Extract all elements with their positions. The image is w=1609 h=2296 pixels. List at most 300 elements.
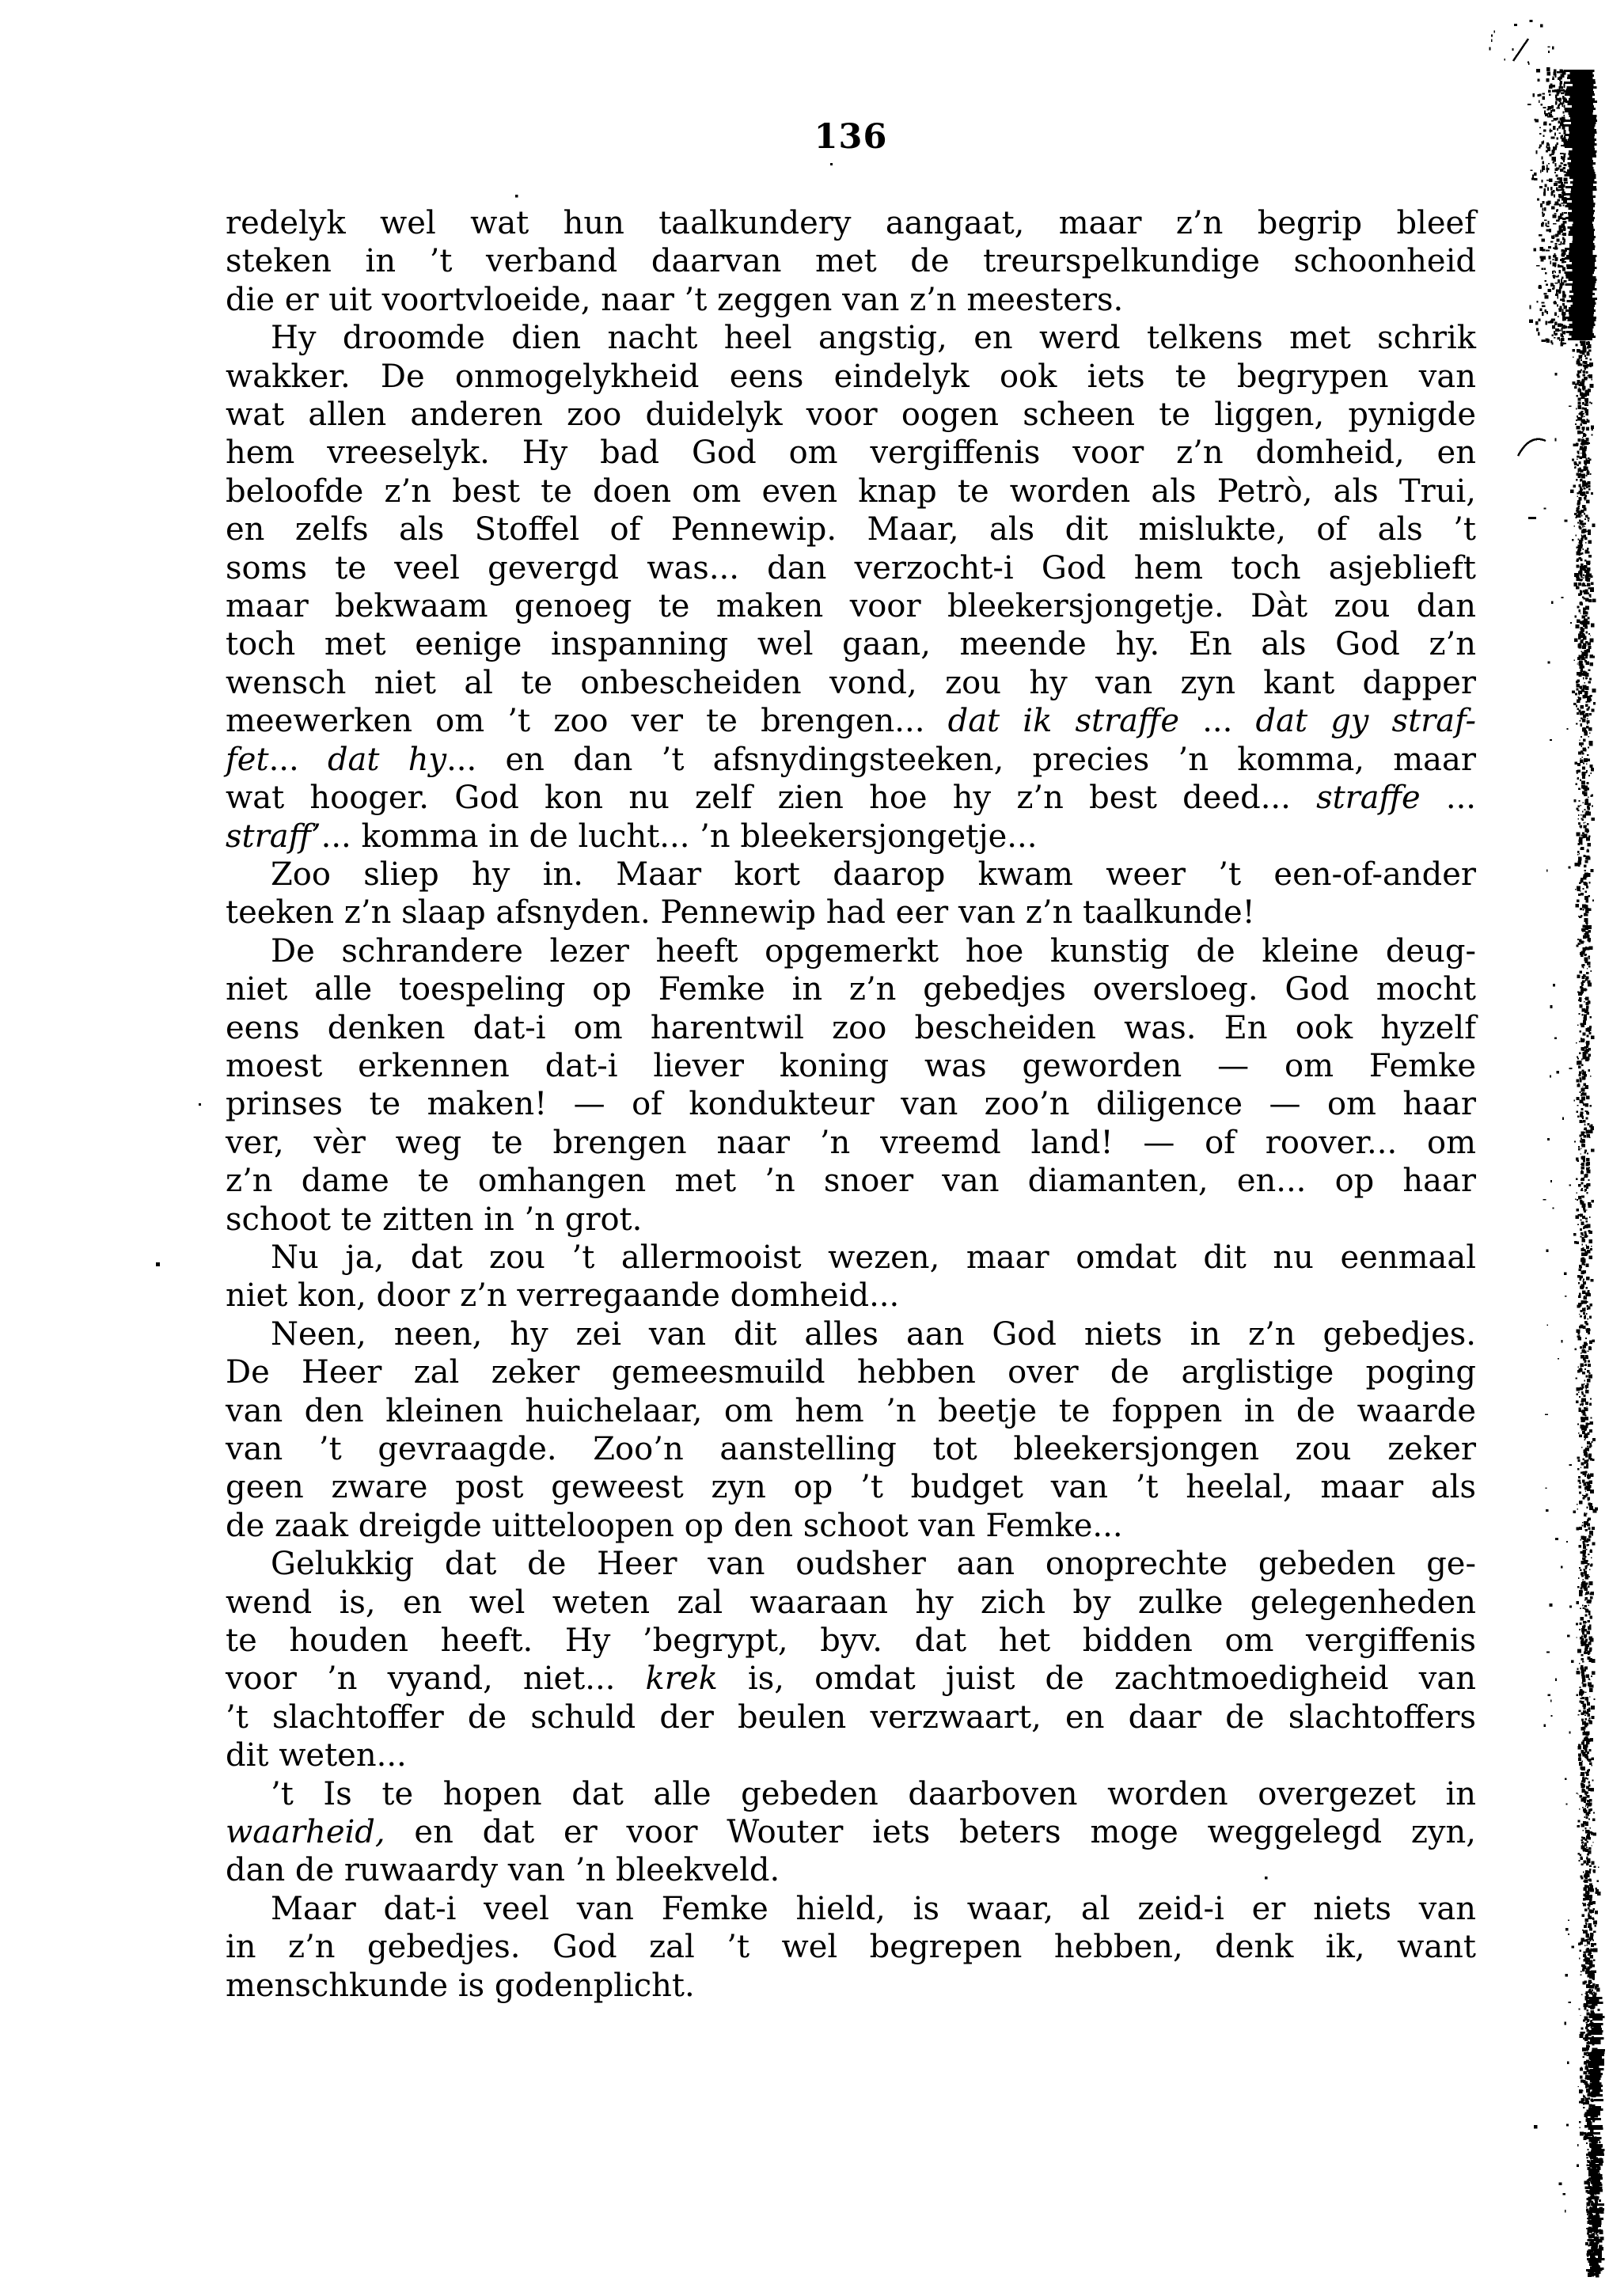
scan-speck [1588,1949,1592,1953]
scan-speck [1592,2233,1595,2236]
scan-speck [1581,1088,1584,1092]
scan-speck [1577,405,1581,409]
scan-speck [1588,1831,1591,1835]
scan-speck [1582,1076,1586,1080]
scan-speck [1584,1185,1586,1187]
scan-speck [1582,1903,1584,1904]
scan-speck [1590,2040,1600,2042]
scan-speck [1585,908,1588,911]
scan-speck [1589,2178,1591,2180]
scan-speck [1588,2154,1590,2156]
scan-speck [1565,108,1596,110]
scan-speck [1588,1997,1592,2001]
scan-speck [1589,2066,1600,2068]
scan-speck [1586,1486,1588,1488]
scan-speck [1558,177,1560,180]
scan-speck [1558,86,1560,90]
scan-speck [1583,1830,1584,1831]
scan-speck [1550,1076,1551,1078]
scan-speck [1583,1965,1587,1969]
scan-speck [1577,1793,1578,1794]
scan-speck [1588,1812,1590,1814]
scan-speck [1584,1434,1588,1438]
scan-speck [1590,2268,1603,2270]
scan-speck [1581,359,1582,361]
scan-speck [1585,1647,1588,1649]
body-text: prinses te maken! — of kondukteur van zoo’n diligence — om haar [226,1086,1476,1123]
scan-speck [1585,1922,1587,1924]
scan-speck [1587,1308,1588,1310]
scan-speck [1582,645,1586,649]
scan-speck [1542,213,1543,216]
scan-speck [1551,321,1554,323]
scan-speck [1592,1983,1596,1987]
scan-speck [1579,609,1581,612]
scan-speck [1570,117,1596,120]
scan-speck [1577,620,1580,623]
scan-speck [1585,1264,1588,1267]
scan-speck [1588,2239,1601,2241]
scan-speck [1588,1204,1592,1208]
scan-speck [1580,1077,1581,1079]
scan-speck [1560,226,1562,228]
scan-speck [1580,1701,1582,1703]
scan-speck [1578,593,1581,596]
scan-speck [1581,827,1582,829]
scan-speck [1577,806,1580,808]
scan-speck [1589,1990,1592,1994]
scan-speck [1581,364,1583,366]
scan-speck [1584,1877,1587,1879]
scan-speck [1585,1871,1588,1874]
scan-speck [1594,2264,1596,2267]
scan-speck [1581,1178,1583,1181]
body-text: soms te veel gevergd was... dan verzocht-i God hem toch asjeblieft [226,549,1476,586]
scan-speck [1599,2268,1603,2271]
scan-speck [1559,126,1561,129]
scan-speck [1572,539,1573,541]
scan-speck [1584,792,1588,796]
scan-speck [1584,1383,1585,1385]
scan-speck [1587,1153,1588,1155]
scan-speck [1588,1943,1590,1945]
scan-speck [1584,408,1588,411]
scan-speck [1582,1410,1585,1413]
scan-speck [1579,548,1581,551]
scan-speck [1583,2095,1584,2096]
scan-speck [1558,270,1561,273]
scan-speck [1585,483,1588,486]
scan-speck [1546,201,1550,205]
scan-speck [1577,495,1578,497]
scan-speck [1588,1678,1589,1679]
scan-speck [1546,250,1550,252]
scan-speck [1584,1425,1588,1429]
scan-speck [1555,1538,1558,1540]
scan-speck [1584,1629,1587,1631]
scan-speck [1565,1778,1567,1780]
scan-speck [1585,1402,1588,1405]
scan-speck [1582,1679,1585,1682]
scan-speck [1585,677,1588,680]
scan-speck [1590,2154,1593,2157]
scan-speck [1591,1832,1594,1835]
body-text: wensch niet al te onbescheiden vond, zou hy van zyn kant dapper [226,664,1476,701]
scan-speck [1580,952,1583,955]
scan-speck [1597,2148,1599,2150]
scan-speck [1562,336,1564,338]
scan-speck [1590,1896,1592,1899]
scan-speck [1584,416,1585,417]
scan-speck [1578,1337,1581,1340]
scan-speck [1591,1889,1592,1891]
text-line [226,894,1476,932]
scan-speck [1577,1330,1581,1334]
scan-speck [1581,1300,1584,1304]
scan-speck [1591,2209,1592,2211]
scan-speck [1583,624,1586,627]
scan-speck [1541,302,1544,304]
scan-speck [1588,1870,1591,1873]
body-text: teeken z’n slaap afsnyden. Pennewip had eer van z’n taalkunde! [226,894,1255,932]
scan-speck [1588,1517,1591,1520]
scan-speck [1547,188,1549,191]
scan-speck [1553,214,1557,218]
scan-speck [1587,1860,1590,1863]
scan-speck [1587,1738,1591,1742]
scan-speck [1596,2271,1600,2275]
scan-speck [1573,84,1593,86]
scan-speck [1578,610,1581,613]
scan-speck [1594,1943,1596,1945]
scan-speck [1584,2082,1588,2085]
scan-speck [1555,181,1559,183]
scan-speck [1588,2239,1591,2241]
scan-speck [1593,2188,1597,2192]
scan-speck [1586,1388,1587,1389]
scan-speck [1581,621,1583,624]
scan-speck [1562,71,1566,75]
scan-speck [1546,108,1549,110]
scan-speck [1577,991,1579,992]
scan-speck [1569,866,1571,868]
scan-speck [1586,1592,1589,1595]
scan-speck [1586,1584,1588,1585]
scan-speck [1586,1034,1588,1037]
scan-speck [1581,1156,1585,1160]
scan-speck [1588,1915,1590,1917]
scan-speck [1587,567,1590,571]
text-line [226,856,1476,894]
scan-speck [1585,2034,1587,2036]
scan-speck [1580,670,1583,673]
text-line [226,664,1476,702]
scan-speck [1587,754,1588,756]
scan-speck [1585,624,1588,626]
scan-speck [1587,1601,1589,1603]
scan-speck [1580,2068,1583,2071]
scan-speck [1588,374,1592,378]
scan-speck [1582,1480,1585,1483]
scan-speck [1587,1497,1590,1501]
scan-speck [1592,2242,1596,2246]
scan-speck [1592,2144,1596,2148]
scan-speck [1574,513,1577,515]
scan-speck [1560,102,1564,104]
scan-speck [1564,181,1568,184]
scan-speck [1560,153,1564,154]
scan-speck [1577,552,1581,556]
scan-speck [1591,2127,1592,2128]
scan-speck [1587,1463,1588,1464]
scan-speck [1582,639,1584,640]
scan-speck [1582,1541,1584,1543]
scan-speck [1588,1050,1589,1052]
scan-speck [1596,2232,1597,2233]
scan-speck [1592,1527,1595,1530]
scan-speck [1586,1962,1588,1964]
italic-text: dat ik straffe [947,703,1180,740]
scan-speck [1588,1938,1590,1940]
scan-speck [1584,466,1588,470]
scan-speck [1577,688,1579,690]
scan-speck [1588,1990,1592,1993]
scan-speck [1557,71,1561,73]
scan-speck [1593,1812,1595,1814]
scan-speck [1584,731,1588,734]
scan-speck [1577,1793,1578,1794]
scan-speck [1582,1348,1584,1349]
scan-speck [1583,389,1584,390]
scan-speck [1577,450,1580,453]
scan-speck [1590,2199,1592,2200]
scan-speck [1588,541,1592,544]
scan-speck [1550,1005,1553,1008]
scan-speck [1599,2245,1602,2249]
scan-speck [1586,1549,1588,1550]
scan-speck [1587,2037,1604,2040]
scan-speck [1565,82,1596,84]
scan-speck [1592,2195,1595,2198]
scan-speck [1587,2157,1588,2158]
scan-speck [1592,2093,1596,2097]
scan-speck [1581,342,1583,344]
text-line [226,779,1476,817]
scan-speck [1588,796,1589,798]
text-line [226,1353,1476,1391]
scan-speck [1584,619,1587,622]
scan-speck [1577,1504,1578,1505]
scan-speck [1548,51,1550,53]
scan-speck [1581,1463,1584,1466]
scan-speck [1592,1818,1595,1820]
scan-speck [1585,1725,1588,1728]
scan-speck [515,195,518,198]
scan-speck [1585,542,1587,544]
scan-speck [1578,491,1581,494]
scan-speck [1584,896,1588,900]
scan-speck [1588,2235,1592,2238]
scan-speck [1565,257,1596,260]
scan-speck [1581,474,1583,476]
scan-speck [1590,2010,1593,2013]
scan-speck [1542,222,1544,224]
body-text: wat allen anderen zoo duidelyk voor oogen scheen te liggen, pynigde [226,397,1476,434]
scan-speck [1591,2228,1592,2230]
scan-speck [1588,1586,1589,1588]
scan-speck [1590,2255,1593,2258]
scan-speck [1586,2060,1589,2063]
scan-speck [1567,198,1593,200]
scan-speck [1586,782,1588,784]
scan-speck [1567,169,1595,172]
scan-speck [1584,1714,1586,1716]
scan-speck [1584,1843,1587,1846]
scan-speck [1539,100,1540,103]
scan-speck [1588,1535,1592,1538]
scan-speck [1579,837,1583,841]
scan-speck [1591,2027,1592,2028]
scan-speck [1592,2218,1596,2222]
text-line [226,1775,1476,1813]
scan-speck [1589,1989,1592,1991]
scan-speck [1581,1636,1583,1638]
scan-speck [1582,583,1585,586]
scan-speck [1585,598,1589,602]
scan-speck [1582,1431,1585,1434]
scan-speck [1558,264,1559,268]
scan-speck [1590,2031,1592,2032]
scan-speck [1562,243,1565,245]
scan-speck [1592,2168,1596,2171]
scan-speck [1592,599,1596,603]
scan-speck [1592,2260,1593,2262]
scan-speck [1586,2065,1588,2066]
scan-speck [1584,393,1587,395]
scan-speck [1582,966,1584,967]
scan-speck [1600,2247,1603,2250]
scan-speck [1543,165,1545,169]
scan-speck [1555,438,1557,442]
scan-speck [1576,624,1580,628]
scan-speck [1573,328,1592,331]
scan-speck [1587,351,1589,354]
scan-speck [1590,1550,1592,1551]
scan-speck [1592,2224,1596,2228]
scan-speck [1555,245,1558,247]
scan-speck [1590,1926,1592,1928]
scan-speck [1564,141,1568,144]
scan-speck [1581,711,1584,714]
scan-speck [1578,1303,1581,1306]
scan-speck [1583,673,1586,676]
scan-speck [1597,2167,1601,2171]
scan-speck [1570,490,1574,494]
scan-speck [1590,1937,1594,1941]
scan-speck [1592,1977,1596,1980]
scan-speck [1580,355,1581,356]
scan-speck [1591,492,1593,495]
scan-speck [1585,1645,1589,1649]
scan-speck [1585,1547,1586,1548]
scan-speck [1585,442,1588,445]
scan-speck [1585,1539,1588,1543]
scan-speck [1548,106,1551,110]
scan-speck [1587,2029,1589,2032]
scan-speck [1588,2235,1590,2237]
scan-speck [1588,344,1592,348]
scan-speck [1590,2261,1592,2264]
scan-speck [1578,1407,1581,1410]
scan-speck [1590,1565,1592,1567]
scan-speck [1577,402,1581,405]
scan-speck [1554,202,1558,205]
scan-speck [1584,404,1587,406]
scan-speck [1590,2127,1592,2129]
scan-speck [1576,784,1578,786]
scan-speck [1592,2141,1595,2144]
scan-speck [1556,292,1558,294]
scan-speck [1577,772,1578,774]
scan-speck [1596,2237,1597,2238]
scan-speck [1583,548,1584,550]
scan-speck [1583,361,1586,364]
scan-speck [1589,2054,1604,2056]
scan-speck [1590,2114,1594,2118]
scan-speck [1588,803,1591,806]
scan-speck [1569,176,1596,179]
scan-speck [1582,1393,1584,1395]
scan-speck [1544,122,1547,123]
scan-speck [1577,939,1579,940]
text-line [226,1890,1476,1928]
scan-speck [1592,1340,1595,1342]
text-line [226,1928,1476,1966]
scan-speck [1581,736,1582,738]
scan-speck [1584,611,1588,614]
scan-speck [1580,723,1582,726]
scan-speck [1588,646,1591,649]
scan-speck [1584,1634,1587,1638]
scan-speck [1590,2162,1594,2166]
scan-speck [1574,463,1577,465]
scan-speck [1534,2125,1538,2129]
scan-speck [1587,935,1590,938]
scan-speck [1592,1535,1593,1536]
scan-speck [1591,1716,1594,1719]
scan-speck [1581,1644,1583,1646]
scan-speck [1554,163,1556,167]
scan-speck [1583,1413,1584,1414]
scan-speck [1591,575,1593,578]
scan-speck [1577,1456,1580,1459]
scan-speck [1565,1928,1568,1930]
scan-speck [1587,2132,1589,2135]
scan-speck [1565,217,1595,219]
scan-speck [1567,1634,1570,1637]
scan-speck [1588,2086,1591,2089]
scan-speck [1584,660,1587,662]
italic-text: krek [645,1660,718,1698]
scan-speck [1583,677,1584,679]
scan-speck [1592,2148,1594,2150]
scan-speck [1587,1751,1589,1754]
scan-speck [1558,290,1561,294]
scan-speck [1582,673,1584,675]
scan-speck [1581,1630,1584,1633]
scan-speck [1580,392,1584,396]
scan-speck [1593,2031,1596,2033]
